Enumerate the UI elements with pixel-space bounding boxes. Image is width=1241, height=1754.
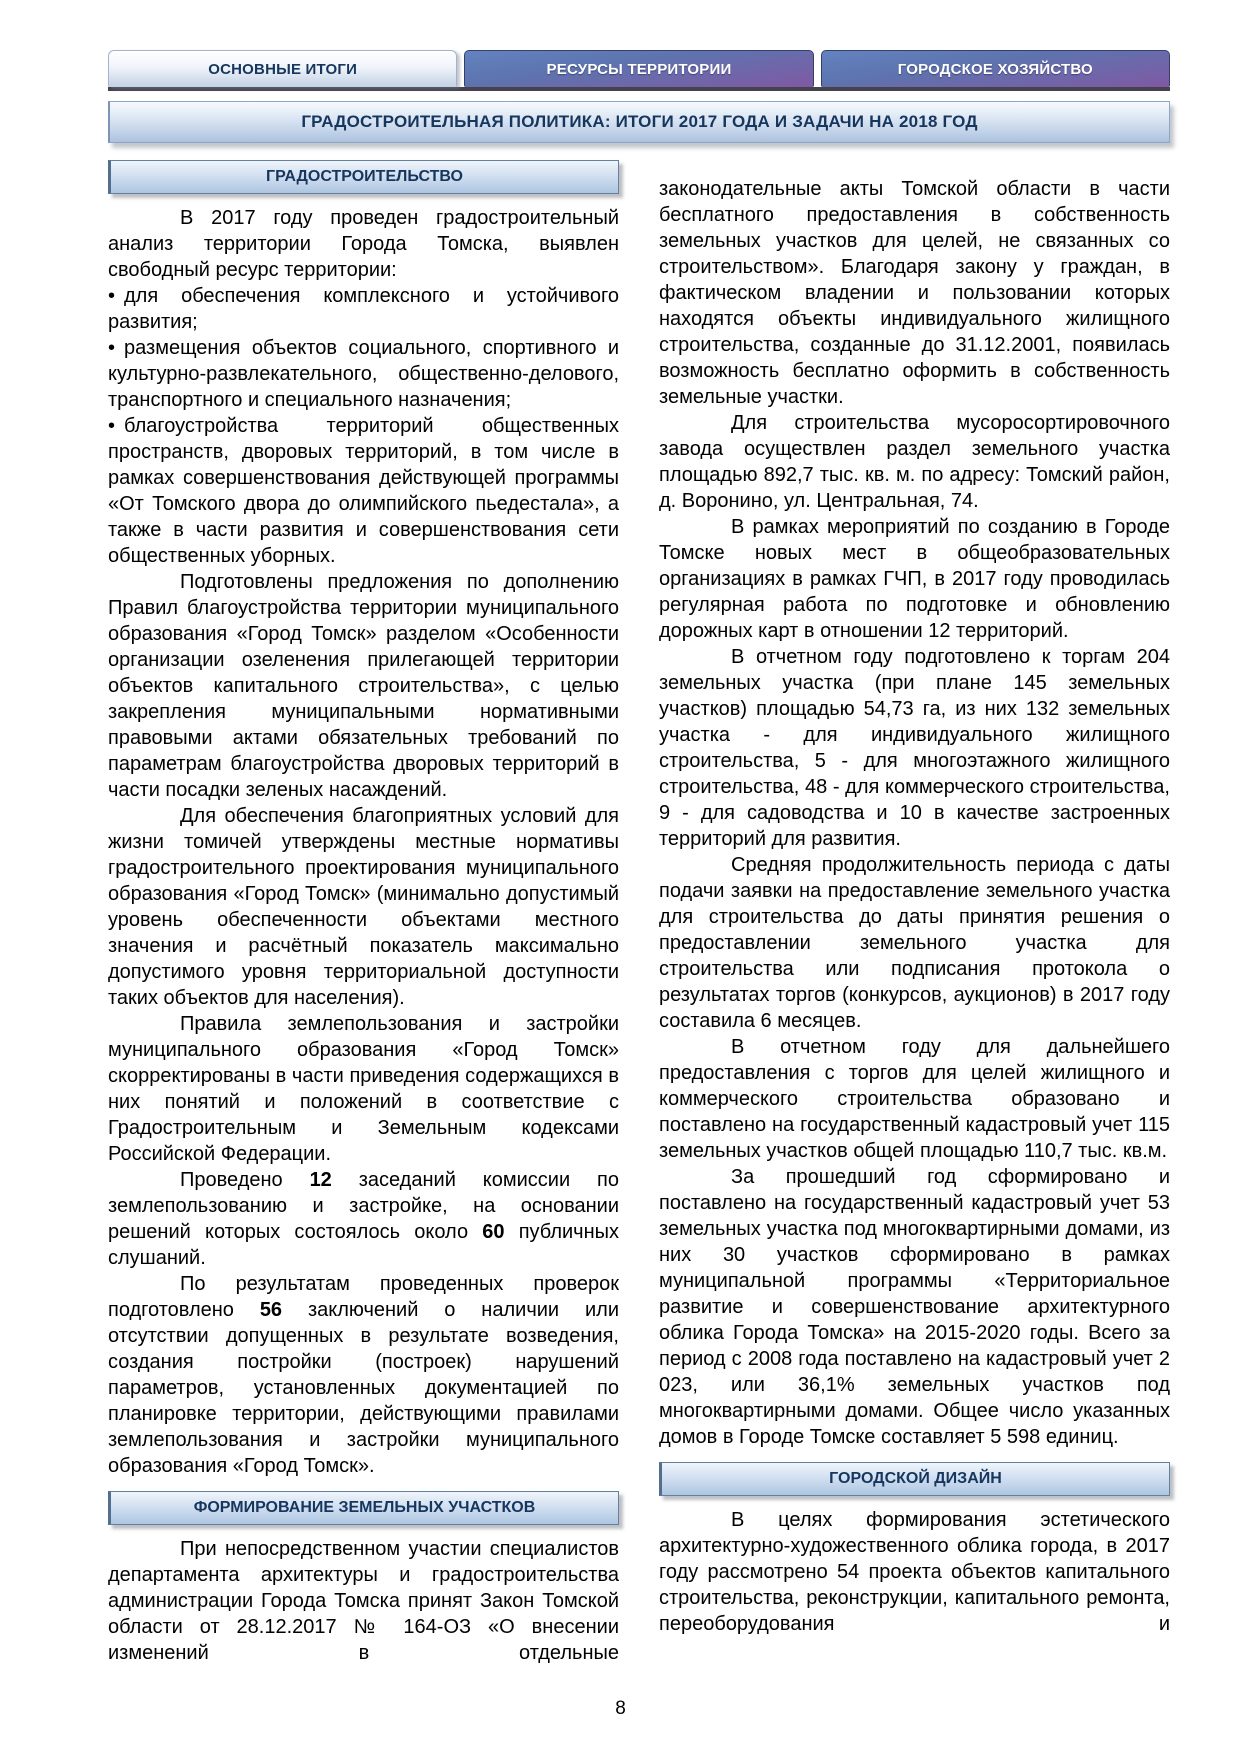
paragraph-waste-plant: Для строительства мусоросортировочного завода осуществлен раздел земельного участка площадью 892,7 тыс. кв. м. по адресу: Томский район, д. Воронино, ул. Центральная, 74. xyxy=(659,412,1170,512)
paragraph-apartment-lots: За прошедший год сформировано и поставлено на государственный кадастровый учет 53 земельных участка под многоквартирными домами, из них 30 участков сформировано в рамках муниципальной программы «Территориальное развитие и совершенствование архитектурного облика Города Томска» на 2015-2020 годы. Всего за период с 2008 года поставлено на кадастровый учет 2 023, или 36,1% земельных участков под многоквартирными домами. Общее число указанных домов в Городе Томске составляет 5 598 единиц. xyxy=(659,1166,1170,1448)
section-header-urban-development: ГРАДОСТРОИТЕЛЬСТВО xyxy=(108,160,619,194)
paragraph-design: В целях формирования эстетического архитектурно-художественного облика города, в 2017 году рассмотрено 54 проекта объектов капитального строительства, реконструкции, капитального ремонта, переоборудования и xyxy=(659,1509,1170,1635)
bullet-text: размещения объектов социального, спортивного и культурно-развлекательного, общественно-делового, транспортного и специального назначения; xyxy=(108,337,619,411)
paragraph-rules-supplement: Подготовлены предложения по дополнению Правил благоустройства территории муниципального образования «Город Томск» разделом «Особенности организации озеленения прилегающей территории объектов капитального строительства», с целью закрепления муниципальными нормативными правовыми актами обязательных требований по параметрам благоустройства дворовых территорий в части посадки зеленых насаждений. xyxy=(108,571,619,801)
section-header-urban-design: ГОРОДСКОЙ ДИЗАЙН xyxy=(659,1462,1170,1496)
paragraph-legislation: законодательные акты Томской области в части бесплатного предоставления в собственность земельных участков для целей, не связанных со строительством». Благодаря закону у граждан, в фактическом владении и пользовании которых находятся объекты индивидуального жилищного строительства, созданные до 31.12.2001, появилась возможность бесплатно оформить в собственность земельные участки. xyxy=(659,178,1170,408)
section-header-land-plots: ФОРМИРОВАНИЕ ЗЕМЕЛЬНЫХ УЧАСТКОВ xyxy=(108,1491,619,1525)
tab-main-results[interactable]: ОСНОВНЫЕ ИТОГИ xyxy=(108,50,457,87)
paragraph-cadastre: В отчетном году для дальнейшего предоставления с торгов для целей жилищного и коммерческого строительства образовано и поставлено на государственный кадастровый учет 115 земельных участков общей площадью 110,7 тыс. кв.м. xyxy=(659,1036,1170,1162)
bullet-icon: • xyxy=(108,285,116,307)
right-column xyxy=(659,160,1170,1666)
bullet-item xyxy=(108,413,619,569)
banner-title: ГРАДОСТРОИТЕЛЬНАЯ ПОЛИТИКА: ИТОГИ 2017 ГОДА И ЗАДАЧИ НА 2018 ГОД xyxy=(108,101,1170,143)
paragraph-norms: Для обеспечения благоприятных условий для жизни томичей утверждены местные нормативы градостроительного проектирования муниципального образования «Город Томск» (минимально допустимый уровень обеспеченности объектами местного значения и расчётный показатель максимально допустимого уровня территориальной доступности таких объектов для населения). xyxy=(108,805,619,1009)
bold-count-conclusions: 56 xyxy=(259,1299,283,1321)
tab-bar xyxy=(108,50,1170,91)
bullet-icon: • xyxy=(108,415,116,437)
columns xyxy=(108,160,1170,1666)
paragraph-intro: В 2017 году проведен градостроительный анализ территории Города Томска, выявлен свободный ресурс территории: xyxy=(108,207,619,281)
paragraph-duration: Средняя продолжительность периода с даты подачи заявки на предоставление земельного участка для строительства до даты принятия решения о предоставлении земельного участка для строительства или подписания протокола о результатах торгов (конкурсов, аукционов) в 2017 году составила 6 месяцев. xyxy=(659,854,1170,1032)
bullet-item xyxy=(108,283,619,335)
bullet-item xyxy=(108,335,619,413)
bullet-text: благоустройства территорий общественных пространств, дворовых территорий, в том числе в рамках совершенствования действующей программы «От Томского двора до олимпийского пьедестала», а также в части развития и совершенствования сети общественных уборных. xyxy=(108,415,619,567)
bullet-text: для обеспечения комплексного и устойчивого развития; xyxy=(108,285,619,333)
paragraph-schools: В рамках мероприятий по созданию в Городе Томске новых мест в общеобразовательных организациях в рамках ГЧП, в 2017 году проводилась регулярная работа по подготовке и обновлению дорожных карт в отношении 12 территорий. xyxy=(659,516,1170,642)
paragraph-commission: Проведено 12 заседаний комиссии по землепользованию и застройке, на основании решений которых состоялось около 60 публичных слушаний. xyxy=(108,1169,619,1269)
paragraph-inspections: По результатам проведенных проверок подготовлено 56 заключений о наличии или отсутствии допущенных в результате возведения, создания постройки (построек) нарушений параметров, установленных документацией по планировке территории, действующими правилами землепользования и застройки муниципального образования «Город Томск». xyxy=(108,1273,619,1477)
paragraph-land-use: Правила землепользования и застройки муниципального образования «Город Томск» скорректированы в части приведения содержащихся в них понятий и положений в соответствие с Градостроительным и Земельным кодексами Российской Федерации. xyxy=(108,1013,619,1165)
page xyxy=(108,50,1170,1666)
bold-count-hearings: 60 xyxy=(482,1221,505,1243)
paragraph-auctions: В отчетном году подготовлено к торгам 204 земельных участка (при плане 145 земельных участков) площадью 54,73 га, из них 132 земельных участка - для индивидуального жилищного строительства, 5 - для многоэтажного жилищного строительства, 48 - для коммерческого строительства, 9 - для садоводства и 10 в качестве застроенных территорий для развития. xyxy=(659,646,1170,850)
tab-city-economy[interactable]: ГОРОДСКОЕ ХОЗЯЙСТВО xyxy=(821,50,1170,87)
bullet-icon: • xyxy=(108,337,116,359)
left-column xyxy=(108,160,619,1666)
page-number: 8 xyxy=(615,1698,626,1719)
bold-count-meetings: 12 xyxy=(309,1169,332,1191)
paragraph-law: При непосредственном участии специалистов департамента архитектуры и градостроительства администрации Города Томска принят Закон Томской области от 28.12.2017 № 164-ОЗ «О внесении изменений в отдельные xyxy=(108,1538,619,1664)
tab-territory-resources[interactable]: РЕСУРСЫ ТЕРРИТОРИИ xyxy=(464,50,813,87)
